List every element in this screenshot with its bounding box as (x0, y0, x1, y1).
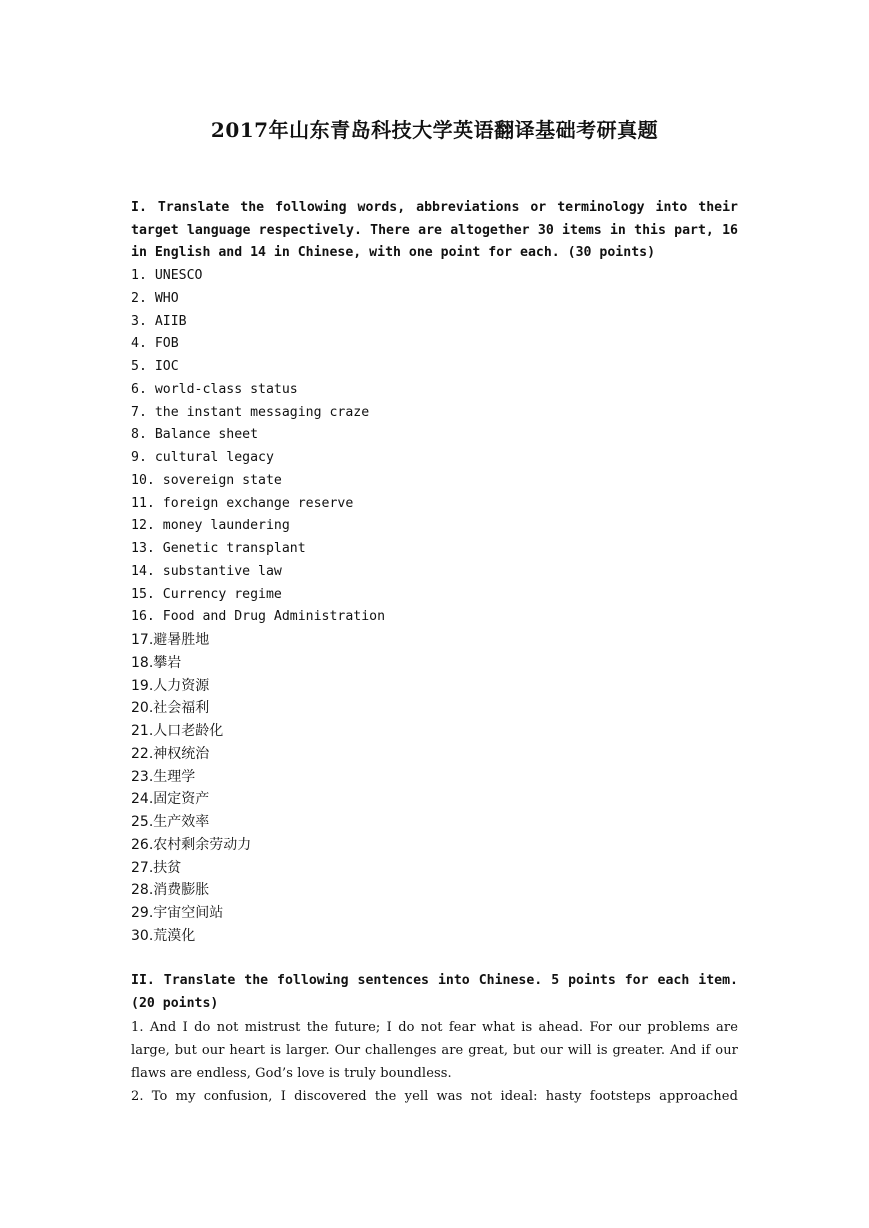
term-item: 30.荒漠化 (131, 927, 196, 944)
term-item: 5. IOC (131, 359, 179, 375)
term-item: 13. Genetic transplant (131, 541, 306, 557)
term-item: 21.人口老龄化 (131, 723, 224, 740)
term-item: 16. Food and Drug Administration (131, 609, 386, 625)
term-item: 7. the instant messaging craze (131, 404, 370, 420)
term-item: 24.固定资产 (131, 791, 210, 808)
term-item: 18.攀岩 (131, 654, 182, 671)
term-item: 17.避暑胜地 (131, 632, 210, 649)
term-item: 14. substantive law (131, 563, 282, 579)
term-item: 29.宇宙空间站 (131, 905, 224, 922)
term-item: 11. foreign exchange reserve (131, 495, 354, 511)
section-spacer (131, 948, 738, 971)
section-1-heading: I. Translate the following words, abbreviations or terminology into their target language respectively. There are altogether 30 items in this part, 16 in English and 14 in Chinese, with one point for each. (30 points) (131, 200, 738, 261)
term-item: 26.农村剩余劳动力 (131, 836, 252, 853)
term-item: 20.社会福利 (131, 700, 210, 717)
term-item: 8. Balance sheet (131, 427, 259, 443)
term-item: 15. Currency regime (131, 586, 282, 602)
term-item: 25.生产效率 (131, 814, 210, 831)
term-item: 27.扶贫 (131, 859, 182, 876)
section-2-heading: II. Translate the following sentences into Chinese. 5 points for each item. (20 points) (131, 973, 738, 1011)
term-item: 10. sovereign state (131, 472, 282, 488)
sentence-item-1: 1. And I do not mistrust the future; I do not fear what is ahead. For our problems are large, but our heart is larger. Our challenges are great, but our will is greater. And if our flaws are endless, God’s love is truly boundless. (131, 1019, 738, 1081)
term-item: 22.神权统治 (131, 745, 210, 762)
term-item: 28.消费膨胀 (131, 882, 210, 899)
page-title: 2017年山东青岛科技大学英语翻译基础考研真题 (210, 118, 659, 142)
term-item: 19.人力资源 (131, 677, 210, 694)
term-item: 9. cultural legacy (131, 450, 274, 466)
term-item: 23.生理学 (131, 768, 196, 785)
term-item: 6. world-class status (131, 381, 298, 397)
document-body (131, 197, 738, 1108)
term-item: 12. money laundering (131, 518, 290, 534)
term-item: 4. FOB (131, 336, 179, 352)
term-item: 3. AIIB (131, 313, 187, 329)
term-item: 1. UNESCO (131, 268, 203, 284)
sentence-item-2: 2. To my confusion, I discovered the yell was not ideal: hasty footsteps approached (131, 1088, 738, 1104)
term-list (131, 265, 738, 948)
term-item: 2. WHO (131, 290, 179, 306)
